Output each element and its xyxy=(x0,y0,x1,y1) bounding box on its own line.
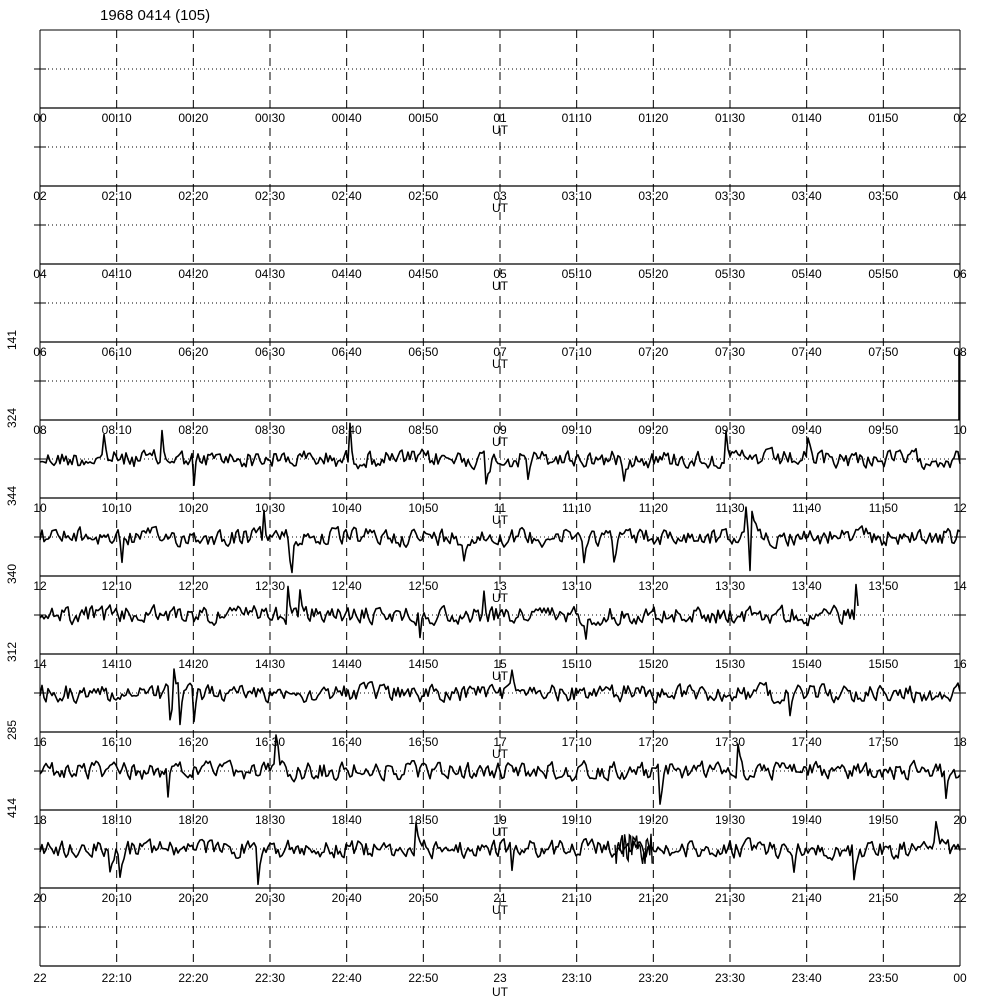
tick-label: 15:30 xyxy=(714,657,746,671)
tick-label: 15:10 xyxy=(561,657,592,671)
tick-label: 05:40 xyxy=(791,267,822,281)
tick-label: 03 xyxy=(493,189,507,203)
tick-label: 01:40 xyxy=(791,111,822,125)
tick-label: 19:50 xyxy=(868,813,899,827)
tick-label: 22 xyxy=(953,891,967,905)
tick-label: 09:50 xyxy=(868,423,899,437)
tick-label: 20 xyxy=(953,813,967,827)
tick-label: 00:50 xyxy=(408,111,439,125)
tick-label: 17:30 xyxy=(714,735,746,749)
tick-label: 05 xyxy=(493,267,507,281)
chart-title: 1968 0414 (105) xyxy=(100,7,211,24)
tick-label: 06 xyxy=(953,267,967,281)
tick-label: 09:40 xyxy=(791,423,822,437)
bottom-tick-label: 23:20 xyxy=(638,971,669,985)
tick-label: 06:50 xyxy=(408,345,439,359)
tick-label: 10:30 xyxy=(254,501,286,515)
bottom-tick-label: 23:30 xyxy=(714,971,746,985)
tick-label: 01:10 xyxy=(561,111,592,125)
tick-label: 09:20 xyxy=(638,423,669,437)
tick-label: 02 xyxy=(33,189,47,203)
tick-label: 07:40 xyxy=(791,345,822,359)
row-amplitude-label: 414 xyxy=(5,797,19,819)
tick-label: 21:30 xyxy=(714,891,746,905)
axis-unit-label: UT xyxy=(492,669,508,683)
tick-label: 12:40 xyxy=(331,579,362,593)
tick-label: 04:40 xyxy=(331,267,362,281)
tick-label: 10 xyxy=(33,501,47,515)
tick-label: 21:40 xyxy=(791,891,822,905)
tick-label: 13:40 xyxy=(791,579,822,593)
x-axis-label: UT xyxy=(492,985,508,999)
tick-label: 03:10 xyxy=(561,189,592,203)
tick-label: 20:30 xyxy=(254,891,286,905)
tick-label: 11:50 xyxy=(868,501,898,515)
tick-label: 19 xyxy=(493,813,507,827)
bottom-tick-label: 00 xyxy=(953,971,967,985)
bottom-tick-label: 23:10 xyxy=(561,971,592,985)
tick-label: 10:10 xyxy=(101,501,132,515)
tick-label: 08 xyxy=(953,345,967,359)
tick-label: 16 xyxy=(33,735,47,749)
tick-label: 18:50 xyxy=(408,813,439,827)
tick-label: 02:20 xyxy=(178,189,209,203)
tick-label: 08:40 xyxy=(331,423,362,437)
tick-label: 01 xyxy=(493,111,507,125)
tick-label: 19:30 xyxy=(714,813,746,827)
tick-label: 12:10 xyxy=(101,579,132,593)
tick-label: 06:20 xyxy=(178,345,209,359)
tick-label: 10:40 xyxy=(331,501,362,515)
tick-label: 15 xyxy=(493,657,507,671)
tick-label: 18:40 xyxy=(331,813,362,827)
tick-label: 21:50 xyxy=(868,891,899,905)
bottom-tick-label: 22 xyxy=(33,971,47,985)
tick-label: 04:30 xyxy=(254,267,286,281)
tick-label: 20:50 xyxy=(408,891,439,905)
tick-label: 15:20 xyxy=(638,657,669,671)
row-amplitude-label: 141 xyxy=(5,329,19,351)
tick-label: 13:30 xyxy=(714,579,746,593)
tick-label: 07:50 xyxy=(868,345,899,359)
bottom-tick-label: 22:40 xyxy=(331,971,362,985)
bottom-tick-label: 23:50 xyxy=(868,971,899,985)
tick-label: 18 xyxy=(33,813,47,827)
tick-label: 04:20 xyxy=(178,267,209,281)
tick-label: 08:50 xyxy=(408,423,439,437)
tick-label: 00:10 xyxy=(101,111,132,125)
tick-label: 19:10 xyxy=(561,813,592,827)
tick-label: 20:40 xyxy=(331,891,362,905)
tick-label: 12 xyxy=(33,579,47,593)
axis-unit-label: UT xyxy=(492,747,508,761)
row-amplitude-label: 340 xyxy=(5,563,19,585)
axis-unit-label: UT xyxy=(492,201,508,215)
tick-label: 07 xyxy=(493,345,507,359)
tick-label: 05:10 xyxy=(561,267,592,281)
tick-label: 20:20 xyxy=(178,891,209,905)
tick-label: 18:30 xyxy=(254,813,286,827)
tick-label: 06:40 xyxy=(331,345,362,359)
tick-label: 13 xyxy=(493,579,507,593)
bottom-tick-label: 22:10 xyxy=(101,971,132,985)
tick-label: 17:20 xyxy=(638,735,669,749)
tick-label: 20 xyxy=(33,891,47,905)
tick-label: 03:40 xyxy=(791,189,822,203)
tick-label: 00:40 xyxy=(331,111,362,125)
tick-label: 07:20 xyxy=(638,345,669,359)
tick-label: 01:50 xyxy=(868,111,899,125)
tick-label: 09:10 xyxy=(561,423,592,437)
tick-label: 10 xyxy=(953,423,967,437)
tick-label: 19:20 xyxy=(638,813,669,827)
tick-label: 14:50 xyxy=(408,657,439,671)
tick-label: 11 xyxy=(493,501,507,515)
tick-label: 18:10 xyxy=(101,813,132,827)
axis-unit-label: UT xyxy=(492,513,508,527)
tick-label: 13:50 xyxy=(868,579,899,593)
axis-unit-label: UT xyxy=(492,435,508,449)
tick-label: 17:10 xyxy=(561,735,592,749)
tick-label: 13:20 xyxy=(638,579,669,593)
tick-label: 04 xyxy=(33,267,47,281)
tick-label: 16:10 xyxy=(101,735,132,749)
tick-label: 02:10 xyxy=(101,189,132,203)
tick-label: 19:40 xyxy=(791,813,822,827)
tick-label: 02:50 xyxy=(408,189,439,203)
tick-label: 21:20 xyxy=(638,891,669,905)
tick-label: 05:50 xyxy=(868,267,899,281)
tick-label: 12 xyxy=(953,501,967,515)
axis-unit-label: UT xyxy=(492,123,508,137)
tick-label: 14:10 xyxy=(101,657,132,671)
tick-label: 14 xyxy=(33,657,47,671)
tick-label: 16:50 xyxy=(408,735,439,749)
tick-label: 11:10 xyxy=(562,501,592,515)
tick-label: 01:30 xyxy=(714,111,746,125)
tick-label: 12:50 xyxy=(408,579,439,593)
tick-label: 08:30 xyxy=(254,423,286,437)
tick-label: 14:20 xyxy=(178,657,209,671)
series-trace-burst xyxy=(615,834,652,864)
tick-label: 02:30 xyxy=(254,189,286,203)
tick-label: 08:10 xyxy=(101,423,132,437)
bottom-tick-label: 22:30 xyxy=(254,971,286,985)
tick-label: 06 xyxy=(33,345,47,359)
tick-label: 05:30 xyxy=(714,267,746,281)
tick-label: 12:20 xyxy=(178,579,209,593)
tick-label: 11:20 xyxy=(638,501,668,515)
tick-label: 03:50 xyxy=(868,189,899,203)
bottom-tick-label: 23:40 xyxy=(791,971,822,985)
tick-label: 14:30 xyxy=(254,657,286,671)
tick-label: 09 xyxy=(493,423,507,437)
tick-label: 16:40 xyxy=(331,735,362,749)
axis-unit-label: UT xyxy=(492,591,508,605)
tick-label: 06:10 xyxy=(101,345,132,359)
tick-label: 07:30 xyxy=(714,345,746,359)
tick-label: 17 xyxy=(493,735,507,749)
tick-label: 07:10 xyxy=(561,345,592,359)
tick-label: 14 xyxy=(953,579,967,593)
tick-label: 04 xyxy=(953,189,967,203)
tick-label: 12:30 xyxy=(254,579,286,593)
bottom-tick-label: 22:50 xyxy=(408,971,439,985)
tick-label: 00:20 xyxy=(178,111,209,125)
tick-label: 10:20 xyxy=(178,501,209,515)
tick-label: 06:30 xyxy=(254,345,286,359)
row-amplitude-label: 344 xyxy=(5,485,19,507)
axis-unit-label: UT xyxy=(492,825,508,839)
tick-label: 11:40 xyxy=(792,501,822,515)
tick-label: 17:40 xyxy=(791,735,822,749)
tick-label: 18 xyxy=(953,735,967,749)
tick-label: 00 xyxy=(33,111,47,125)
tick-label: 11:30 xyxy=(715,501,745,515)
row-amplitude-label: 312 xyxy=(5,641,19,663)
tick-label: 13:10 xyxy=(561,579,592,593)
tick-label: 03:20 xyxy=(638,189,669,203)
tick-label: 21:10 xyxy=(561,891,592,905)
tick-label: 20:10 xyxy=(101,891,132,905)
tick-label: 08:20 xyxy=(178,423,209,437)
tick-label: 00:30 xyxy=(254,111,286,125)
axis-unit-label: UT xyxy=(492,357,508,371)
row-amplitude-label: 285 xyxy=(5,719,19,741)
row-amplitude-label: 324 xyxy=(5,407,19,429)
tick-label: 03:30 xyxy=(714,189,746,203)
tick-label: 05:20 xyxy=(638,267,669,281)
axis-unit-label: UT xyxy=(492,903,508,917)
bottom-tick-label: 22:20 xyxy=(178,971,209,985)
tick-label: 02 xyxy=(953,111,967,125)
tick-label: 04:10 xyxy=(101,267,132,281)
tick-label: 21 xyxy=(493,891,507,905)
tick-label: 09:30 xyxy=(714,423,746,437)
tick-label: 17:50 xyxy=(868,735,899,749)
tick-label: 15:50 xyxy=(868,657,899,671)
axis-unit-label: UT xyxy=(492,279,508,293)
tick-label: 10:50 xyxy=(408,501,439,515)
tick-label: 02:40 xyxy=(331,189,362,203)
tick-label: 04:50 xyxy=(408,267,439,281)
bottom-tick-label: 23 xyxy=(493,971,507,985)
tick-label: 14:40 xyxy=(331,657,362,671)
tick-label: 18:20 xyxy=(178,813,209,827)
tick-label: 01:20 xyxy=(638,111,669,125)
tick-label: 16:30 xyxy=(254,735,286,749)
tick-label: 08 xyxy=(33,423,47,437)
tick-label: 16:20 xyxy=(178,735,209,749)
tick-label: 15:40 xyxy=(791,657,822,671)
tick-label: 16 xyxy=(953,657,967,671)
